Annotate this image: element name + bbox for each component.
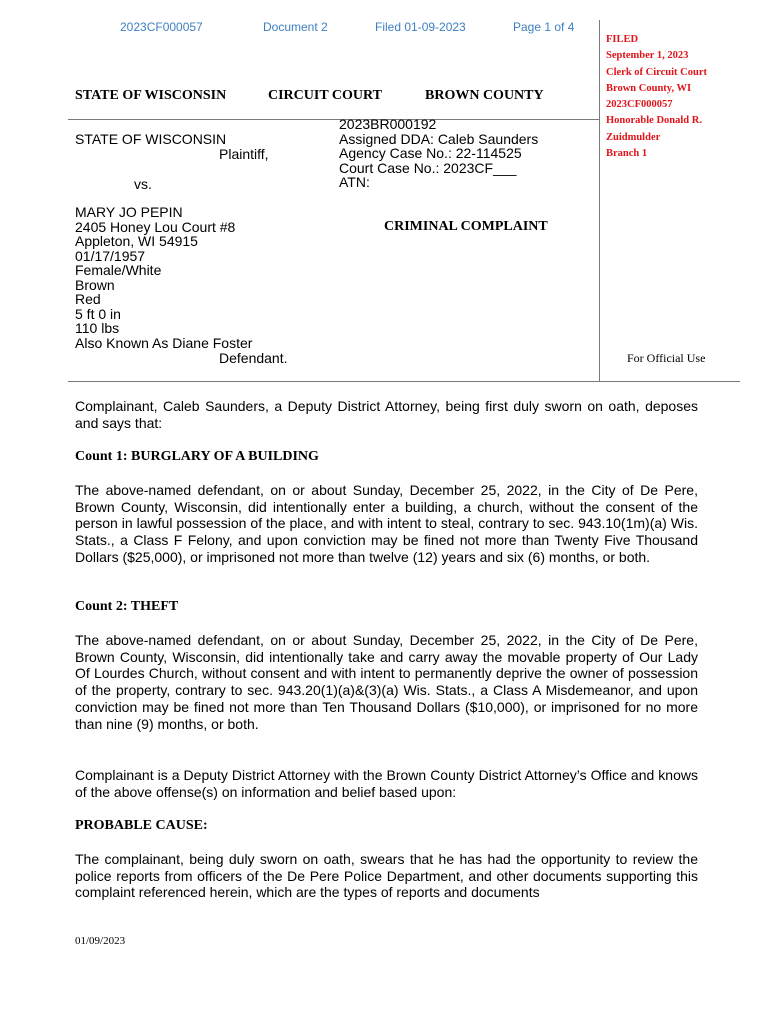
filing-stamp [606, 32, 756, 162]
probable-cause-paragraph: The complainant, being duly sworn on oath, swears that he has had the opportunity to review the police reports from officers of the De Pere Police Department, and other documents supporting this complaint referenced herein, which are the types of reports and documents [75, 851, 698, 901]
count2-paragraph: The above-named defendant, on or about Sunday, December 25, 2022, in the City of De Pere, Brown County, Wisconsin, did intentionally take and carry away the movable property of Our Lady Of Lourdes Church, without consent and with intent to permanently deprive the owner of possession of the property, contrary to sec. 943.20(1)(a)&(3)(a) Wis. Stats., a Class A Misdemeanor, and upon conviction may be fined not more than Ten Thousand Dollars ($10,000), or imprisoned for no more than nine (9) months, or both. [75, 632, 698, 732]
defendant-dob: 01/17/1957 [75, 247, 146, 264]
document-title: CRIMINAL COMPLAINT [384, 219, 548, 234]
plaintiff-label: Plaintiff, [219, 146, 269, 162]
official-use-label: For Official Use [627, 351, 706, 365]
defendant-alias: Also Known As Diane Foster [75, 334, 253, 351]
defendant-label: Defendant. [219, 350, 288, 366]
defendant-name: MARY JO PEPIN [75, 204, 183, 220]
count1-heading: Count 1: BURGLARY OF A BUILDING [75, 449, 319, 464]
defendant-height: 5 ft 0 in [75, 305, 121, 322]
probable-cause-heading: PROBABLE CAUSE: [75, 818, 208, 833]
caption-vertical-rule [599, 20, 600, 382]
footer-date: 01/09/2023 [75, 935, 126, 947]
stamp-line: Clerk of Circuit Court [606, 66, 707, 78]
case-info [339, 117, 538, 190]
header-document-label: Document 2 [263, 20, 328, 34]
case-info-line: 2023BR000192 [339, 116, 437, 132]
caption-bottom-rule [68, 381, 740, 382]
stamp-line: September 1, 2023 [606, 50, 689, 62]
stamp-line: Branch 1 [606, 148, 648, 160]
defendant-city: Appleton, WI 54915 [75, 233, 198, 249]
case-info-line: Assigned DDA: Caleb Saunders [339, 130, 539, 147]
case-info-line: Court Case No.: 2023CF___ [339, 159, 517, 176]
versus-label: vs. [134, 176, 152, 192]
court-name: CIRCUIT COURT [268, 88, 382, 103]
defendant-sex-race: Female/White [75, 262, 162, 278]
count1-paragraph: The above-named defendant, on or about Sunday, December 25, 2022, in the City of De Pere, Brown County, Wisconsin, did intentionally enter a building, a church, without the consent of the person in lawful possession of the place, and with intent to steal, contrary to sec. 943.10(1m)(a) Wis. Stats., a Class F Felony, and upon conviction may be fined not more than Twenty Five Thousand Dollars ($25,000), or imprisoned not more than twelve (12) years and six (6) months, or both. [75, 482, 698, 565]
court-county: BROWN COUNTY [425, 88, 544, 103]
case-info-line: Agency Case No.: 22-114525 [339, 145, 522, 161]
stamp-line: Brown County, WI [606, 82, 692, 94]
header-filed-date: Filed 01-09-2023 [375, 20, 466, 34]
defendant-eye-color: Brown [75, 276, 115, 293]
case-info-line: ATN: [339, 174, 370, 190]
header-case-number: 2023CF000057 [120, 20, 203, 34]
intro-paragraph: Complainant, Caleb Saunders, a Deputy District Attorney, being first duly sworn on oath, deposes and says that: [75, 398, 698, 431]
court-state: STATE OF WISCONSIN [75, 88, 227, 103]
count2-heading: Count 2: THEFT [75, 599, 179, 614]
stamp-line: 2023CF000057 [606, 99, 673, 111]
defendant-hair-color: Red [75, 291, 101, 307]
stamp-line: FILED [606, 34, 639, 45]
defendant-weight: 110 lbs [75, 320, 120, 336]
defendant-details [75, 205, 252, 350]
stamp-line: Zuidmulder [606, 131, 661, 143]
stamp-line: Honorable Donald R. [606, 115, 702, 127]
plaintiff-name: STATE OF WISCONSIN [75, 131, 227, 147]
complainant-paragraph: Complainant is a Deputy District Attorney with the Brown County District Attorney’s Office and knows of the above offense(s) on information and belief based upon: [75, 767, 698, 800]
defendant-address: 2405 Honey Lou Court #8 [75, 218, 236, 235]
header-page-number: Page 1 of 4 [513, 20, 575, 34]
